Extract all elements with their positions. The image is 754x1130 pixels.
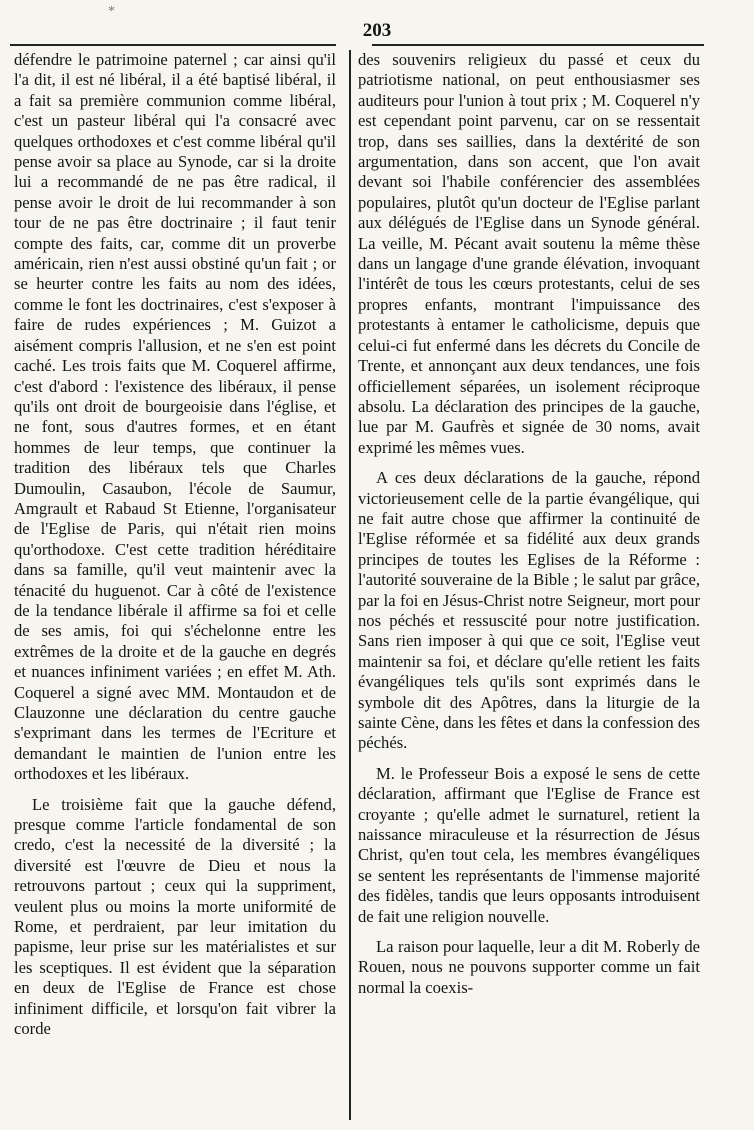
left-paragraph-2: Le troisième fait que la gauche défend, presque comme l'article fondamental de son credo, c'est la necessité de la diversité ; la diversité est l'œuvre de Dieu et nous la retrouvons partout ; ceux qui la suppriment, veulent plus ou moins la morte uniformité de Rome, et perdraient, par leur imitation du papisme, leur prise sur les matérialistes et sur les sceptiques. Il est évident que la séparation en deux de l'Eglise de France est chose infiniment difficile, et lorsqu'on fait vibrer la corde: [14, 794, 336, 1039]
right-paragraph-1: des souvenirs religieux du passé et ceux du patriotisme national, on peut enthousiasmer ses auditeurs pour l'union à tout prix ; M. Coquerel n'y est cependant point parvenu, car on se ressentait trop, dans ses saillies, dans la dextérité de son argumentation, dans son accent, que l'on avait devant soi l'habile conférencier des assemblées populaires, plutôt qu'un docteur de l'Eglise parlant aux délégués de l'Eglise dans un Synode général. La veille, M. Pécant avait soutenu la même thèse dans un langage d'une grande élévation, invoquant l'intérêt de tous les cœurs protestants, celui de ses propres enfants, montrant l'impuissance des protestants à entamer le catholicisme, depuis que celui-ci fut enfermé dans les décrets du Concile de Trente, et annonçant aux deux tendances, une fois officiellement séparées, un isolement réciproque absolu. La déclaration des principes de la gauche, lue par M. Gaufrès et signée de 30 noms, avait exprimé les mêmes vues.: [358, 50, 700, 457]
ornament-mark: *: [108, 4, 115, 19]
header-rule-right: [372, 44, 704, 46]
right-paragraph-3: M. le Professeur Bois a exposé le sens de cette déclaration, affirmant que l'Eglise de France est croyante ; qu'elle admet le surnaturel, retient la naissance miraculeuse et la résurrection de Jésus Christ, qu'en tout cela, les membres évangéliques se sentent les représentants de l'immense majorité des fidèles, tandis que leurs opposants introduisent de fait une religion nouvelle.: [358, 763, 700, 926]
right-column: [358, 50, 700, 998]
right-paragraph-2: A ces deux déclarations de la gauche, répond victorieusement celle de la partie évangélique, qui ne fait autre chose que affirmer la continuité de l'Eglise réformée et sa fidélité aux deux grands principes de toutes les Eglises de la Réforme : l'autorité souveraine de la Bible ; le salut par grâce, par la foi en Jésus-Christ notre Seigneur, mort pour nos péchés et ressuscité pour notre justification. Sans rien imposer à qui que ce soit, l'Eglise veut maintenir sa foi, et déclare qu'elle retient les faits évangéliques tels qu'ils sont exprimés dans le symbole dit des Apôtres, dans la liturgie de la sainte Cène, dans les fêtes et dans la confession des péchés.: [358, 468, 700, 753]
left-column: [14, 50, 336, 1040]
header-rule-left: [10, 44, 336, 46]
right-paragraph-4: La raison pour laquelle, leur a dit M. Roberly de Rouen, nous ne pouvons supporter comme un fait normal la coexis-: [358, 937, 700, 997]
page-number: 203: [362, 20, 392, 41]
left-paragraph-1: défendre le patrimoine paternel ; car ainsi qu'il l'a dit, il est né libéral, il a été baptisé libéral, il a fait sa première communion comme libéral, c'est un pasteur libéral qui l'a consacré avec quelques orthodoxes et c'est comme libéral qu'il pense avoir sa place au Synode, car si la droite lui a recommandé de ne pas être radical, il pense avoir le droit de lui recommander à son tour de ne pas être doctrinaire ; il faut tenir compte des faits, car, comme dit un proverbe américain, rien n'est aussi obstiné qu'un fait ; or se heurter contre les faits au nom des idées, comme le font les doctrinaires, c'est s'exposer à faire de rudes expériences ; M. Guizot a aisément compris l'allusion, et ne s'en est point caché. Les trois faits que M. Coquerel affirme, c'est d'abord : l'existence des libéraux, il pense qu'ils ont droit de bourgeoisie dans l'église, et ne font, sous d'autres formes, et en étant hommes de leur temps, que continuer la tradition des libéraux tels que Charles Dumoulin, Casaubon, l'école de Saumur, Amgrault et Rabaud St Etienne, l'organisateur de l'Eglise de Paris, qui n'était rien moins qu'orthodoxe. C'est cette tradition héréditaire dans sa famille, qu'il veut maintenir avec la ténacité du huguenot. Car à côté de l'existence de la tendance libérale il affirme sa foi et celle de ses amis, foi qui s'échelonne entre les extrêmes de la droite et de la gauche en degrés et nuances infiniment variées ; en effet M. Ath. Coquerel a signé avec MM. Montaudon et de Clauzonne une déclaration du centre gauche s'exprimant dans les termes de l'Ecriture et demandant le maintien de l'union entre les orthodoxes et les libéraux.: [14, 50, 336, 784]
column-divider: [349, 50, 351, 1120]
